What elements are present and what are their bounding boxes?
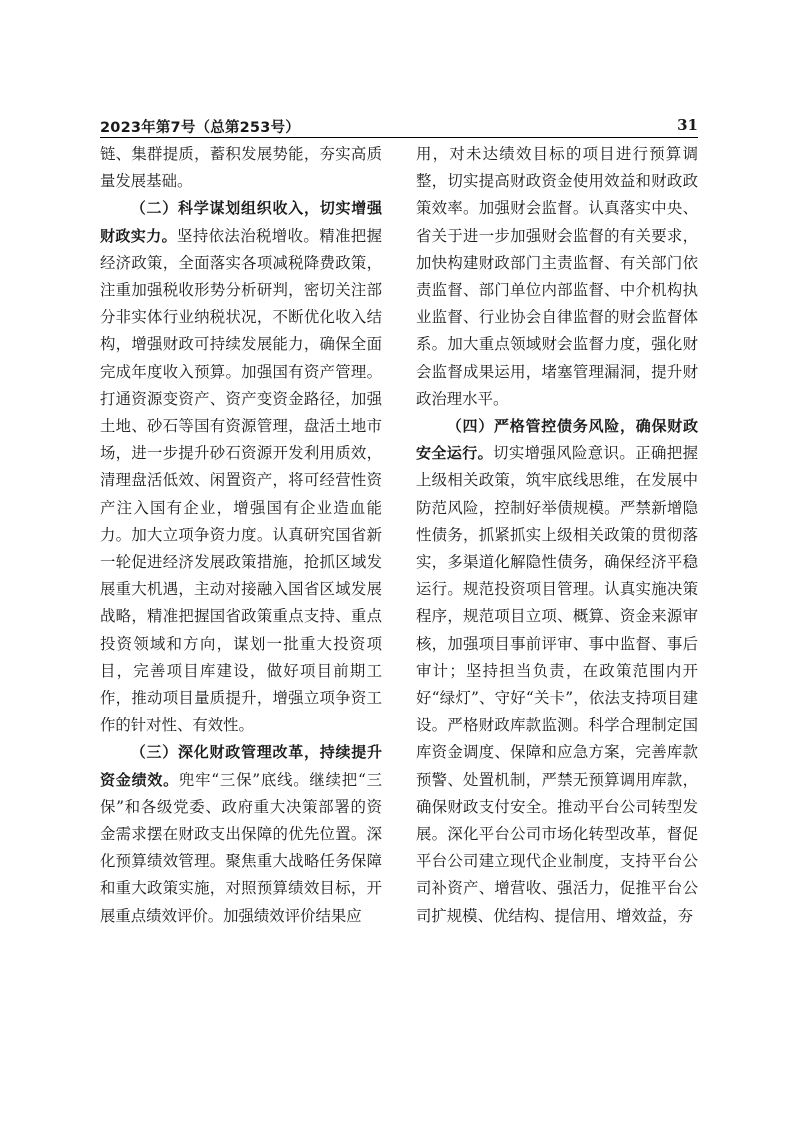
left-column	[100, 141, 382, 930]
paragraph-text: 用，对未达绩效目标的项目进行预算调整，切实提高财政资金使用效益和财政政策效率。加强财会监督。认真落实中央、省关于进一步加强财会监督的有关要求，加快构建财政部门主责监督、有关部门依责监督、部门单位内部监督、中介机构执业监督、行业协会自律监督的财会监督体系。加大重点领域财会监督力度，强化财会监督成果运用，堵塞管理漏洞，提升财政治理水平。	[416, 145, 698, 408]
paragraph	[100, 195, 382, 739]
page-number: 31	[677, 116, 698, 134]
paragraph	[100, 739, 382, 929]
paragraph	[416, 413, 698, 930]
paragraph	[100, 141, 382, 195]
running-header	[100, 113, 698, 138]
section-heading: （三）深化财政管理改革，持续提升资金绩效。	[100, 743, 382, 789]
paragraph-text: 链、集群提质，蓄积发展势能，夯实高质量发展基础。	[100, 145, 382, 191]
paragraph	[416, 141, 698, 413]
section-heading: （四）严格管控债务风险，确保财政安全运行。	[416, 417, 698, 463]
section-heading: （二）科学谋划组织收入，切实增强财政实力。	[100, 199, 382, 245]
paragraph-text: 切实增强风险意识。正确把握上级相关政策，筑牢底线思维，在发展中防范风险，控制好举债规模。严禁新增隐性债务，抓紧抓实上级相关政策的贯彻落实，多渠道化解隐性债务，确保经济平稳运行。规范投资项目管理。认真实施决策程序，规范项目立项、概算、资金来源审核，加强项目事前评审、事中监督、事后审计；坚持担当负责，在政策范围内开好“绿灯”、守好“关卡”，依法支持项目建设。严格财政库款监测。科学合理制定国库资金调度、保障和应急方案，完善库款预警、处置机制，严禁无预算调用库款，确保财政支付安全。推动平台公司转型发展。深化平台公司市场化转型改革，督促平台公司建立现代企业制度，支持平台公司补资产、增营收、强活力，促推平台公司扩规模、优结构、提信用、增效益，夯	[416, 444, 698, 925]
paragraph-text: 坚持依法治税增收。精准把握经济政策，全面落实各项减税降费政策，注重加强税收形势分析研判，密切关注部分非实体行业纳税状况，不断优化收入结构，增强财政可持续发展能力，确保全面完成年度收入预算。加强国有资产管理。打通资源变资产、资产变资金路径，加强土地、砂石等国有资源管理，盘活土地市场，进一步提升砂石资源开发利用质效，清理盘活低效、闲置资产，将可经营性资产注入国有企业，增强国有企业造血能力。加大立项争资力度。认真研究国省新一轮促进经济发展政策措施，抢抓区域发展重大机遇，主动对接融入国省区域发展战略，精准把握国省政策重点支持、重点投资领域和方向，谋划一批重大投资项目，完善项目库建设，做好项目前期工作，推动项目量质提升，增强立项争资工作的针对性、有效性。	[100, 226, 382, 735]
right-column	[416, 141, 698, 930]
issue-label: 2023年第7号（总第253号）	[100, 120, 300, 136]
paragraph-text: 兜牢“三保”底线。继续把“三保”和各级党委、政府重大决策部署的资金需求摆在财政支出保障的优先位置。深化预算绩效管理。聚焦重大战略任务保障和重大政策实施，对照预算绩效目标，开展重点绩效评价。加强绩效评价结果应	[100, 770, 382, 925]
